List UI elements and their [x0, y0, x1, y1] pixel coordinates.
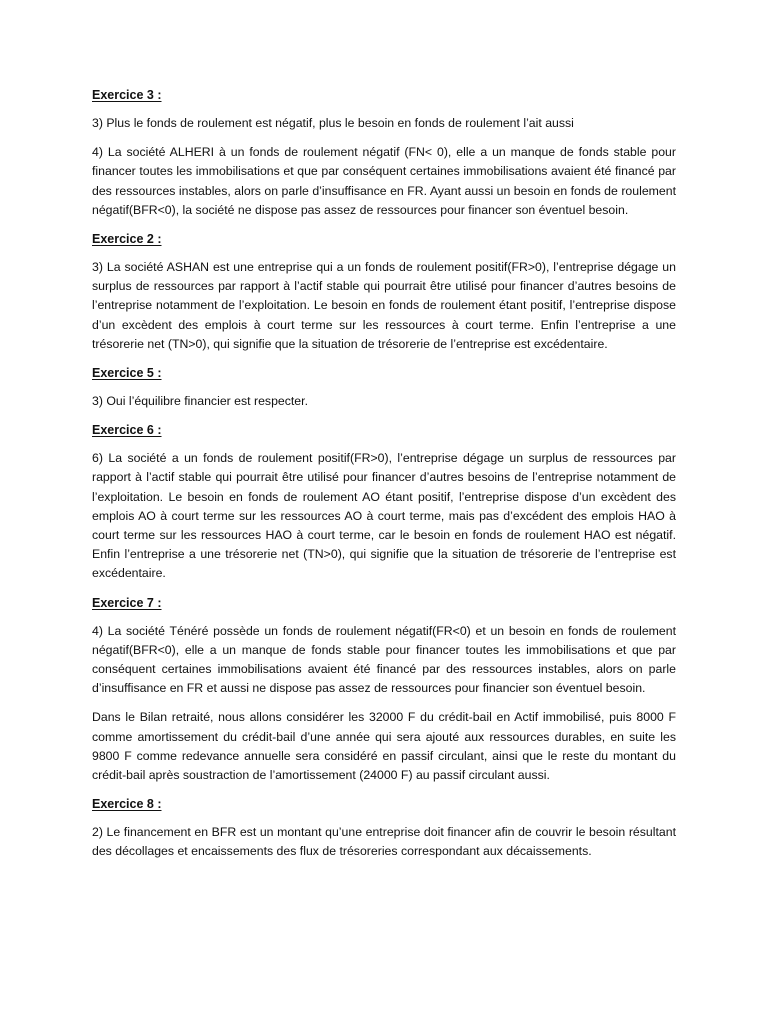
paragraph: 4) La société ALHERI à un fonds de roulement négatif (FN< 0), elle a un manque de fonds stable pour financer toutes les immobilisations et que par conséquent certaines immobilisations avaient été financé par des ressources instables, alors on parle d’insuffisance en FR. Ayant aussi un besoin en fonds de roulement négatif(BFR<0), la société ne dispose pas assez de ressources pour financer son éventuel besoin.: [92, 145, 676, 217]
section-exercice-8: [92, 795, 676, 861]
section-exercice-5: [92, 364, 676, 411]
paragraph: 4) La société Ténéré possède un fonds de roulement négatif(FR<0) et un besoin en fonds de roulement négatif(BFR<0), elle a un manque de fonds stable pour financer toutes les immobilisations et que par conséquent certaines immobilisations avaient été financé par des ressources instables, alors on parle d’insuffisance en FR et aussi ne dispose pas assez de ressources pour financier son éventuel besoin.: [92, 623, 676, 696]
section-heading: Exercice 2 :: [92, 232, 162, 247]
paragraph: Dans le Bilan retraité, nous allons considérer les 32000 F du crédit-bail en Actif immobilisé, puis 8000 F comme amortissement du crédit-bail d’une année qui sera ajouté aux ressources durables, en suite les 9800 F comme redevance annuelle sera considéré en passif circulant, ainsi que le reste du montant du crédit-bail après soustraction de l’amortissement (24000 F) au passif circulant aussi.: [92, 710, 676, 783]
paragraph: 6) La société a un fonds de roulement positif(FR>0), l’entreprise dégage un surplus de ressources par rapport à l’actif stable qui pourrait être utilisé pour financer d’autres besoins de l’entreprise notamment de l’exploitation. Le besoin en fonds de roulement AO étant positif, l’entreprise dispose d’un excèdent des emplois AO à court terme sur les ressources AO à court terme, mais pas d’excédent des emplois HAO à court terme sur les ressources HAO à court terme, car le besoin en fonds de roulement HAO est négatif. Enfin l’entreprise a une trésorerie net (TN>0), qui signifie que la situation de trésorerie de l’entreprise est excédentaire.: [92, 451, 676, 581]
section-heading: Exercice 5 :: [92, 366, 162, 381]
section-exercice-2: [92, 230, 676, 354]
section-exercice-3: [92, 86, 676, 220]
section-exercice-6: [92, 421, 676, 583]
paragraph: 3) Plus le fonds de roulement est négatif, plus le besoin en fonds de roulement l’ait aussi: [92, 116, 574, 130]
section-exercice-7: [92, 594, 676, 786]
paragraph: 3) Oui l’équilibre financier est respecter.: [92, 394, 308, 409]
section-heading: Exercice 8 :: [92, 797, 162, 812]
section-heading: Exercice 6 :: [92, 423, 162, 438]
section-heading: Exercice 3 :: [92, 88, 162, 102]
paragraph: 3) La société ASHAN est une entreprise qui a un fonds de roulement positif(FR>0), l’entreprise dégage un surplus de ressources par rapport à l’actif stable qui pourrait être utilisé pour financer d’autres besoins de l’entreprise notamment de l’exploitation. Le besoin en fonds de roulement étant positif, l’entreprise dispose d’un excèdent des emplois à court terme sur les ressources à court terme. Enfin l’entreprise a une trésorerie net (TN>0), qui signifie que la situation de trésorerie de l’entreprise est excédentaire.: [92, 260, 676, 351]
section-heading: Exercice 7 :: [92, 595, 162, 610]
paragraph: 2) Le financement en BFR est un montant qu’une entreprise doit financer afin de couvrir le besoin résultant des décollages et encaissements des flux de trésoreries correspondant aux décaissements.: [92, 825, 676, 859]
